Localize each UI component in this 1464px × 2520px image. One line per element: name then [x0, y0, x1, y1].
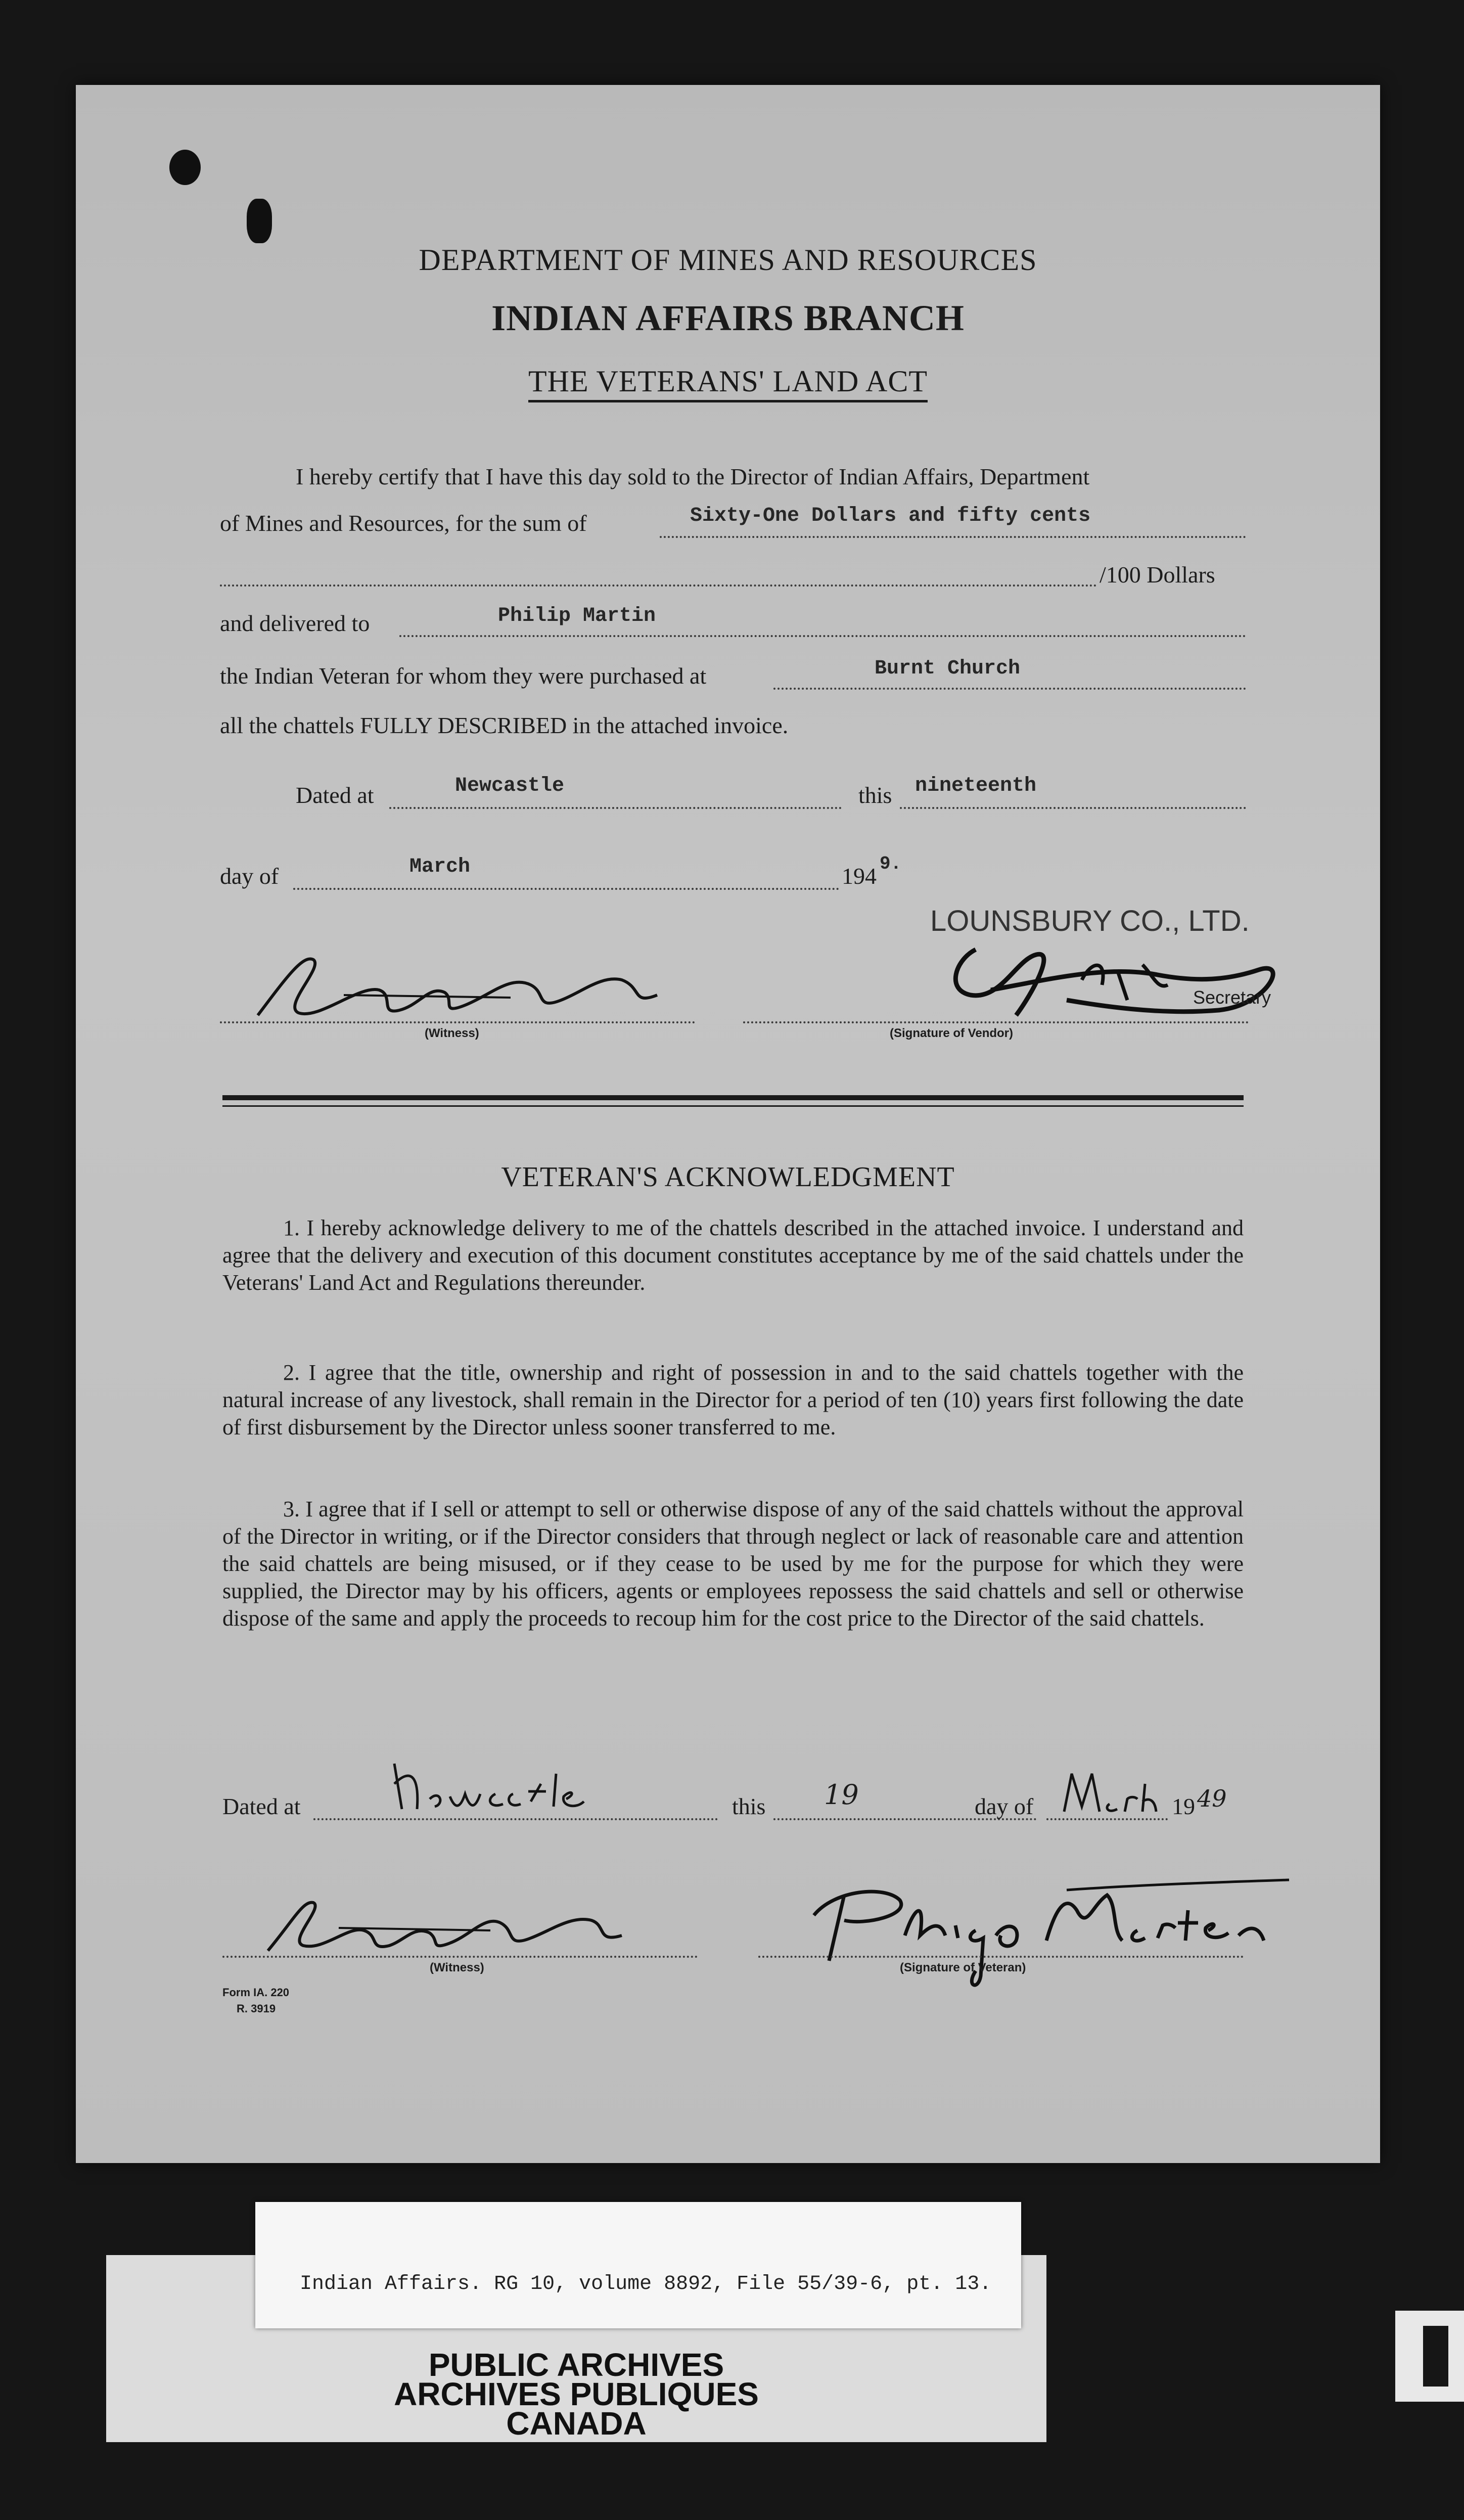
act-heading [76, 364, 1380, 399]
document-sheet [76, 85, 1380, 2163]
secretary-label: Secretary [1193, 987, 1271, 1008]
section-divider-thick [222, 1095, 1244, 1100]
stamp-line-3: CANADA [506, 2405, 647, 2442]
stamp-line-2: ARCHIVES PUBLIQUES [394, 2376, 759, 2412]
day-of-label: day of [220, 863, 279, 889]
delivered-value: Philip Martin [498, 605, 656, 627]
branch-heading: INDIAN AFFAIRS BRANCH [491, 298, 965, 338]
archive-reference-label [255, 2202, 1021, 2328]
witness-caption-bottom: (Witness) [430, 1961, 484, 1974]
act-heading-text: THE VETERANS' LAND ACT [528, 365, 928, 402]
this-field-line [900, 807, 1246, 809]
month-field-line [293, 888, 839, 890]
place-field-line [773, 688, 1246, 690]
punch-hole-bottom [247, 199, 272, 243]
vendor-line [743, 1021, 1249, 1023]
dollars-suffix: /100 Dollars [1100, 562, 1215, 588]
veteran-signature [784, 1875, 1314, 1996]
veteran-label: the Indian Veteran for whom they were purchased at [220, 663, 707, 689]
witness-line-top [220, 1021, 695, 1023]
sum-value: Sixty-One Dollars and fifty cents [690, 505, 1091, 527]
ack-month-handwriting [1059, 1764, 1160, 1819]
department-heading: DEPARTMENT OF MINES AND RESOURCES [419, 243, 1037, 277]
ack-dayof-label: day of [975, 1793, 1034, 1819]
ack-dated-label: Dated at [222, 1793, 301, 1819]
sum-continued-line [220, 584, 1097, 587]
vendor-signature [915, 929, 1319, 1041]
year-value: 9. [880, 853, 902, 874]
this-label: this [858, 782, 892, 808]
ack-this-value: 19 [824, 1779, 859, 1811]
this-value: nineteenth [915, 775, 1037, 797]
acknowledgment-paragraph-1: 1. I hereby acknowledge delivery to me of the chattels described in the attached invoice. I understand and agree that the delivery and execution of this document constitutes acceptance by me of the said chattels under the Veterans' Land Act and Regulations thereunder. [222, 1216, 1244, 1295]
veteran-line [758, 1956, 1244, 1958]
place-value: Burnt Church [875, 657, 1021, 680]
dated-value: Newcastle [455, 775, 565, 797]
delivered-field-line [399, 635, 1246, 637]
film-perforation [1423, 2326, 1448, 2387]
sum-field-line [660, 536, 1246, 538]
ack-this-label: this [732, 1793, 766, 1819]
month-value: March [409, 856, 471, 878]
delivered-label: and delivered to [220, 610, 370, 636]
veteran-caption: (Signature of Veteran) [900, 1961, 1026, 1974]
stamp-line-1: PUBLIC ARCHIVES [428, 2347, 724, 2383]
section-divider-thin [222, 1105, 1244, 1107]
form-number: Form IA. 220 [222, 1986, 290, 1999]
witness-line-bottom [222, 1956, 698, 1958]
vendor-caption: (Signature of Vendor) [890, 1026, 1014, 1040]
year-prefix: 194 [842, 863, 877, 889]
vendor-stamp: LOUNSBURY CO., LTD. [930, 905, 1250, 937]
archive-reference-text: Indian Affairs. RG 10, volume 8892, File 55/39-6, pt. 13. [300, 2273, 992, 2296]
form-reference: R. 3919 [237, 2002, 276, 2015]
dated-field-line [389, 807, 842, 809]
certificate-line2-prefix: of Mines and Resources, for the sum of [220, 510, 587, 536]
witness-signature-top [227, 944, 733, 1025]
witness-signature-bottom [248, 1885, 652, 1961]
acknowledgment-title: VETERAN'S ACKNOWLEDGMENT [501, 1161, 955, 1193]
punch-hole-top [169, 150, 201, 185]
chattels-line: all the chattels FULLY DESCRIBED in the attached invoice. [220, 712, 789, 738]
certificate-line1: I hereby certify that I have this day sold to the Director of Indian Affairs, Department [296, 464, 1090, 489]
witness-caption-top: (Witness) [425, 1026, 479, 1040]
dated-label: Dated at [296, 782, 374, 808]
acknowledgment-paragraph-3: 3. I agree that if I sell or attempt to sell or otherwise dispose of any of the said chattels without the approval of the Director in writing, or if the Director considers that through neglect or lack of reasonable care and attention the said chattels are being misused, or if they cease to be used by me for the purpose for which they were supplied, the Director may by his officers, agents or employees repossess the said chattels and sell or otherwise dispose of the same and apply the proceeds to recoup him for the cost price to the Director of the said chattels. [222, 1497, 1244, 1631]
acknowledgment-paragraph-2: 2. I agree that the title, ownership and right of possession in and to the said chattels together with the natural increase of any livestock, shall remain in the Director for a period of ten (10) years first following the date of first disbursement by the Director unless sooner transferred to me. [222, 1360, 1244, 1439]
ack-year-value: 49 [1197, 1785, 1227, 1812]
ack-year-prefix: 19 [1172, 1793, 1195, 1819]
ack-dated-handwriting [389, 1753, 602, 1819]
